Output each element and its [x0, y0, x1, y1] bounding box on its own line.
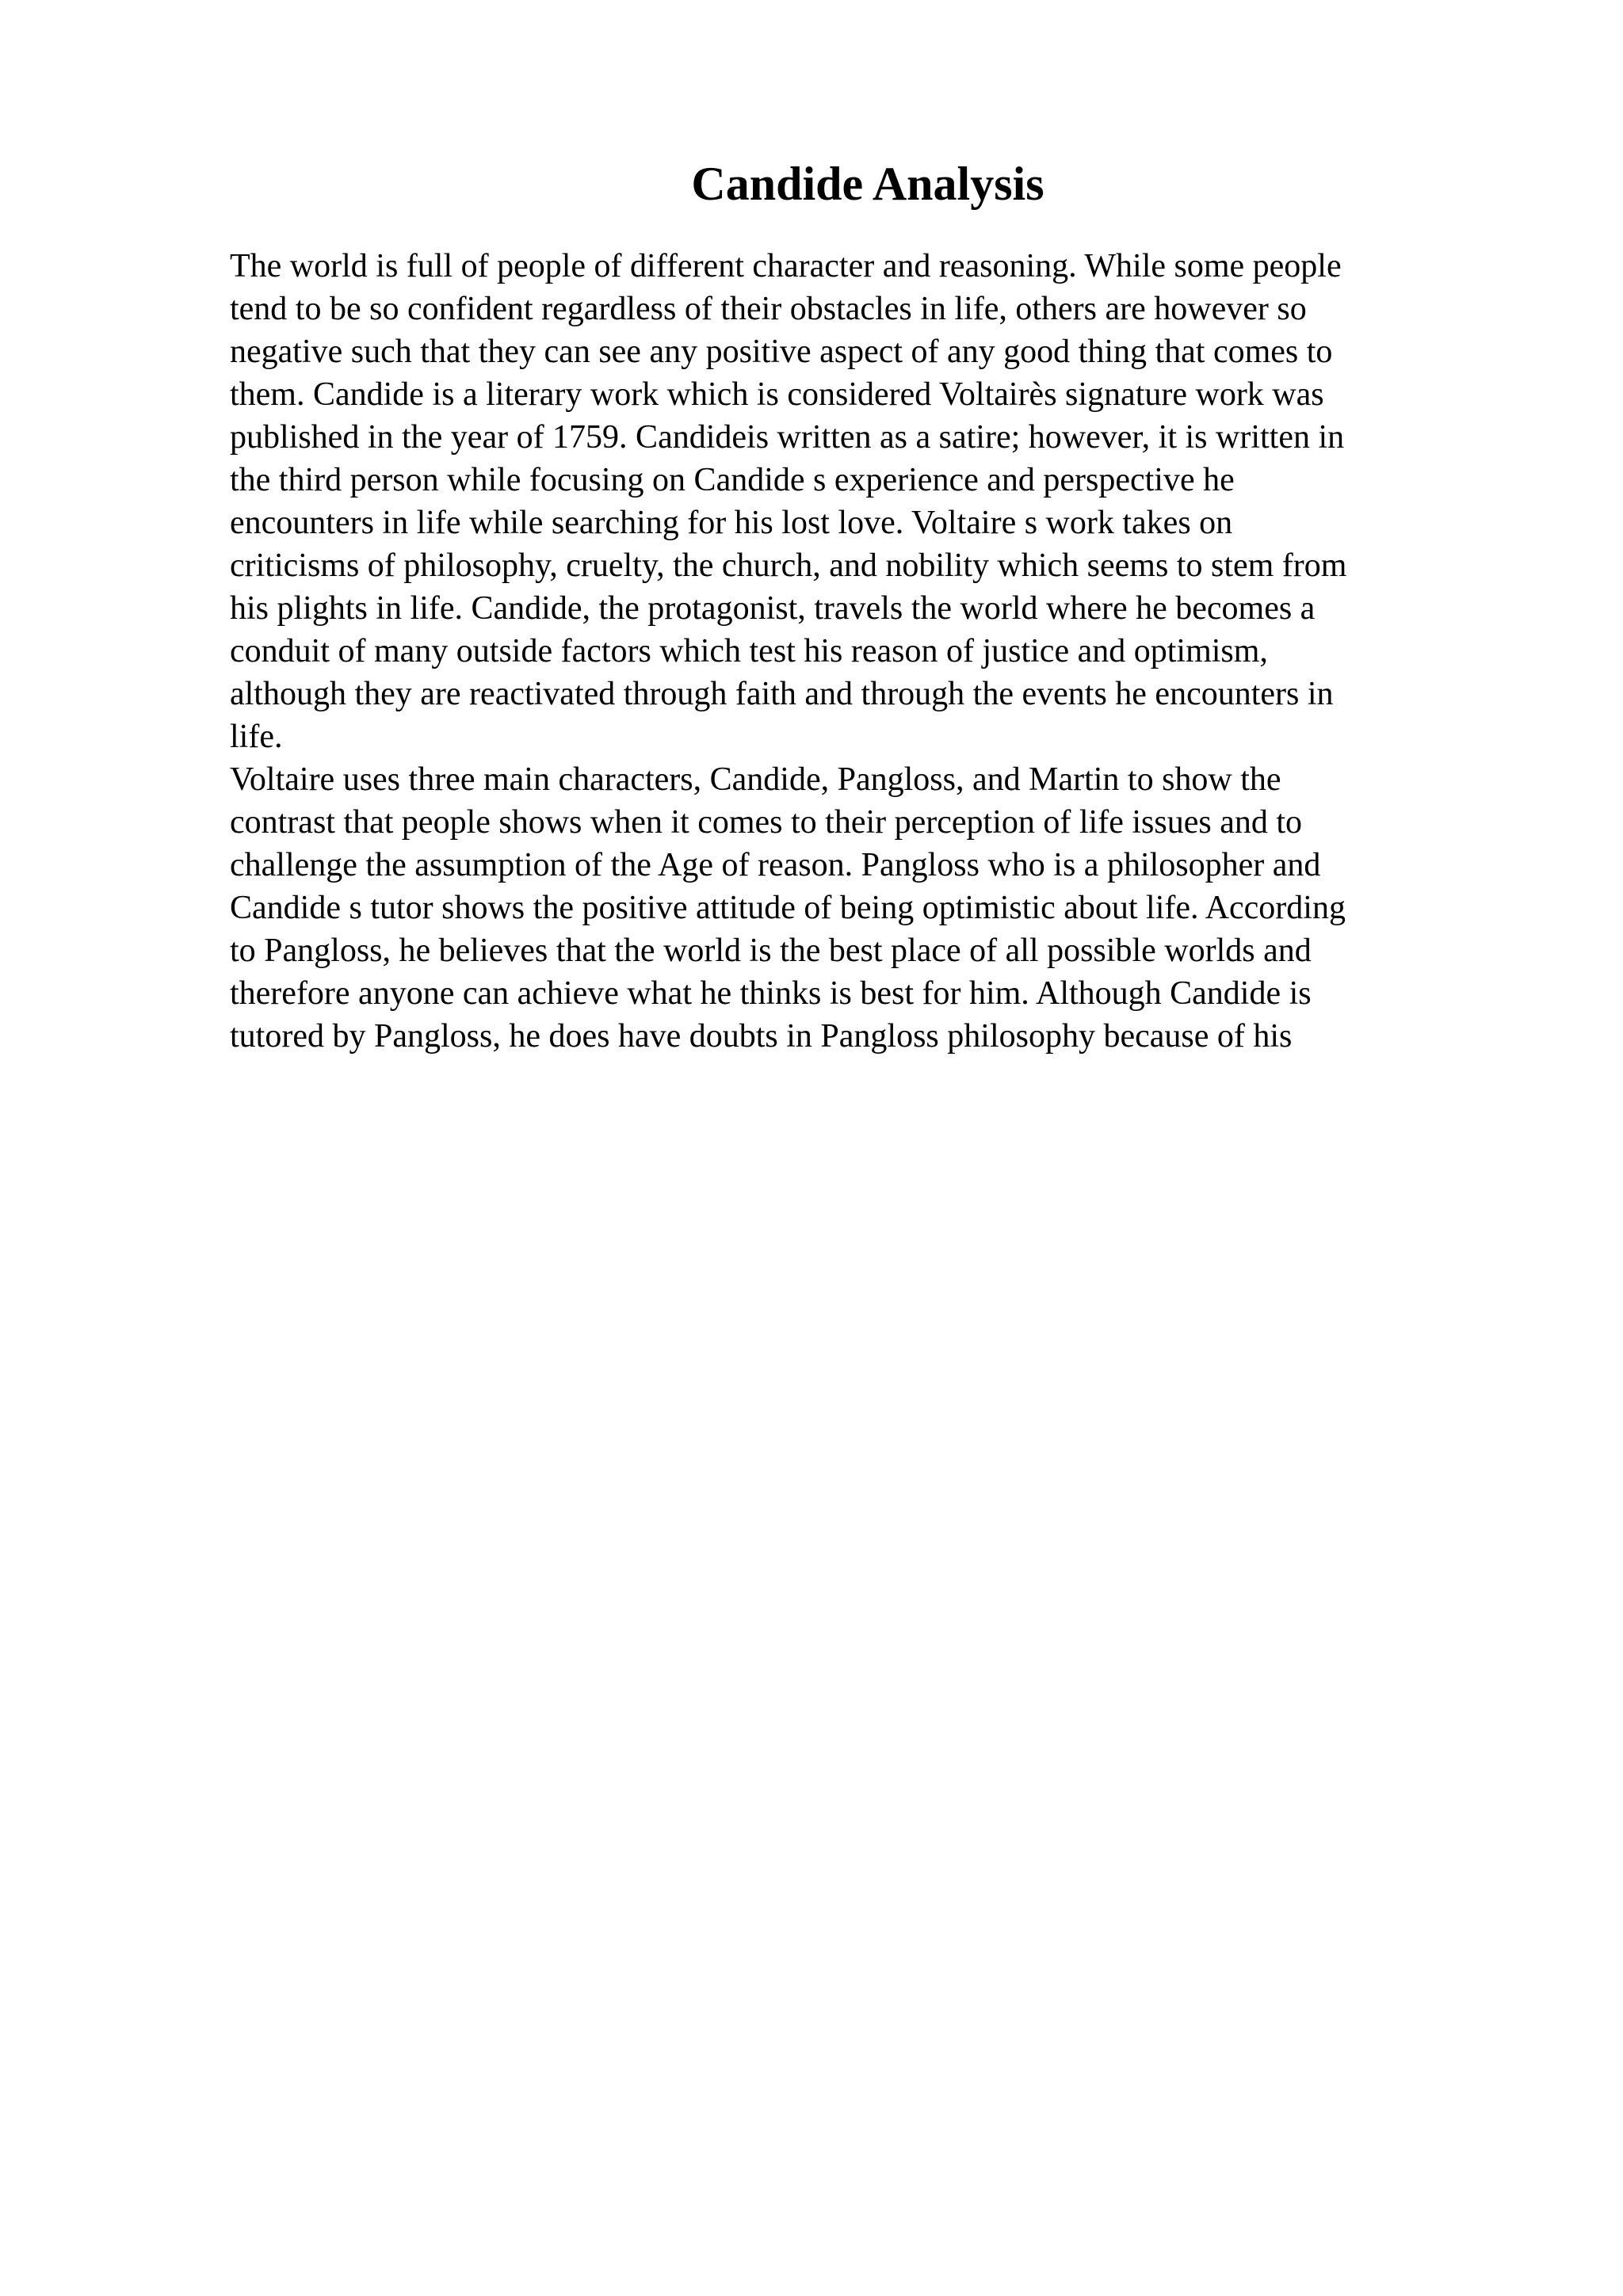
body-line: criticisms of philosophy, cruelty, the church, and nobility which seems to stem from	[230, 547, 1347, 584]
body-line: conduit of many outside factors which test his reason of justice and optimism,	[230, 633, 1268, 669]
body-line: tutored by Pangloss, he does have doubts in Pangloss philosophy because of his	[230, 1018, 1293, 1055]
body-line: encounters in life while searching for his lost love. Voltaire s work takes on	[230, 505, 1233, 541]
body-line: tend to be so confident regardless of their obstacles in life, others are however so	[230, 291, 1307, 327]
body-line: them. Candide is a literary work which is considered Voltairès signature work was	[230, 376, 1324, 413]
document-title: Candide Analysis	[691, 158, 1044, 210]
document-body	[230, 245, 1498, 1058]
body-line: negative such that they can see any positive aspect of any good thing that comes to	[230, 334, 1333, 370]
body-line: life.	[230, 719, 283, 755]
body-line: therefore anyone can achieve what he thinks is best for him. Although Candide is	[230, 975, 1312, 1012]
body-line: to Pangloss, he believes that the world is the best place of all possible worlds and	[230, 933, 1312, 969]
body-line: Candide s tutor shows the positive attitude of being optimistic about life. According	[230, 890, 1346, 926]
body-line: Voltaire uses three main characters, Candide, Pangloss, and Martin to show the	[230, 761, 1281, 798]
body-line: although they are reactivated through faith and through the events he encounters in	[230, 676, 1334, 712]
body-line: published in the year of 1759. Candideis written as a satire; however, it is written in	[230, 419, 1345, 456]
body-line: the third person while focusing on Candide s experience and perspective he	[230, 462, 1235, 498]
body-line: his plights in life. Candide, the protagonist, travels the world where he becomes a	[230, 590, 1316, 627]
body-line: contrast that people shows when it comes to their perception of life issues and to	[230, 804, 1303, 841]
body-line: challenge the assumption of the Age of reason. Pangloss who is a philosopher and	[230, 847, 1321, 883]
body-line: The world is full of people of different character and reasoning. While some people	[230, 248, 1342, 284]
